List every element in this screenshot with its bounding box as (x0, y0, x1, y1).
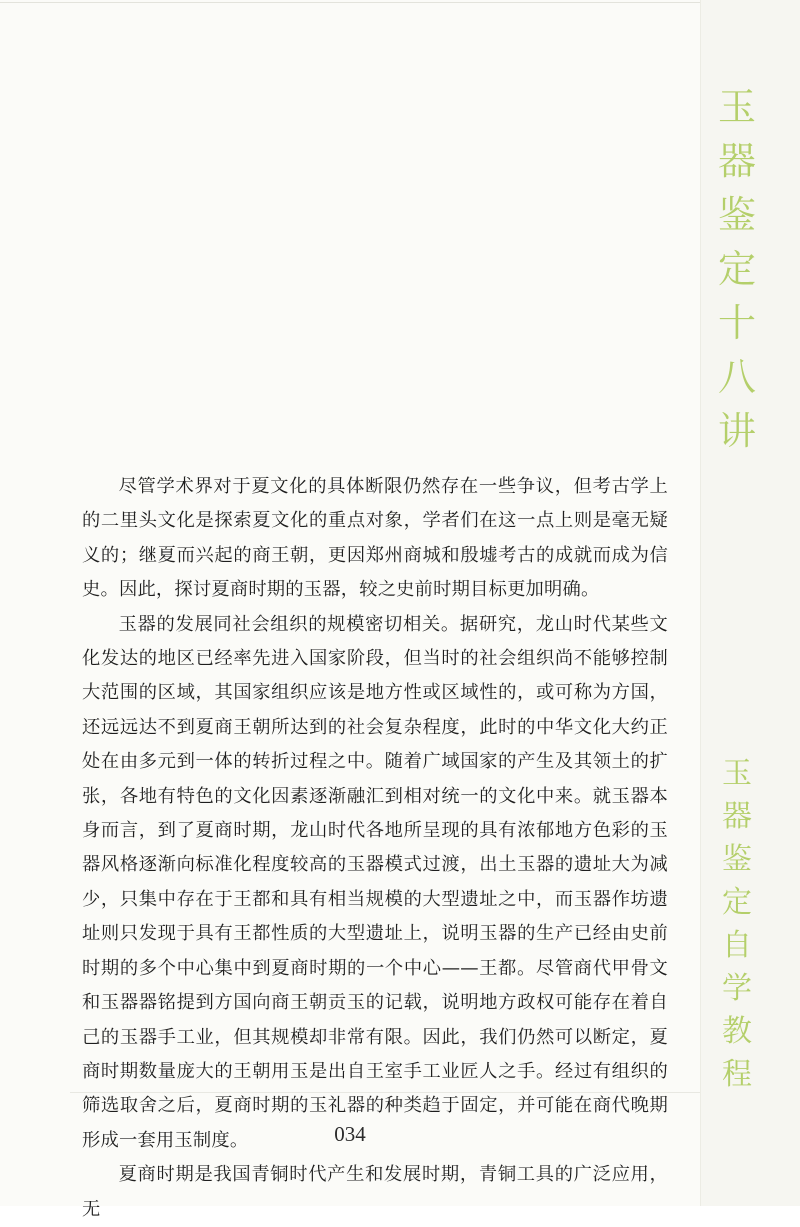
title-char: 定 (717, 247, 756, 291)
paragraph: 尽管学术界对于夏文化的具体断限仍然存在一些争议，但考古学上的二里头文化是探索夏文化的重点对象，学者们在这一点上则是毫无疑义的；继夏而兴起的商王朝，更因郑州商城和殷墟考古的成就而成为信史。因此，探讨夏商时期的玉器，较之史前时期目标更加明确。 (82, 476, 668, 601)
title-char: 十 (717, 301, 756, 345)
series-char: 程 (722, 1057, 752, 1092)
title-char: 玉 (717, 85, 756, 129)
footer-rule (70, 1092, 700, 1093)
book-title-vertical (713, 80, 761, 458)
series-char: 鉴 (722, 842, 752, 877)
page-number: 034 (334, 1122, 366, 1146)
title-char: 讲 (717, 409, 756, 453)
body-text (82, 470, 668, 1227)
series-char: 学 (722, 971, 752, 1006)
series-char: 定 (722, 885, 752, 920)
series-char: 自 (722, 928, 752, 963)
paragraph: 夏商时期是我国青铜时代产生和发展时期，青铜工具的广泛应用，无 (82, 1164, 668, 1220)
title-char: 鉴 (717, 193, 756, 237)
series-char: 玉 (722, 756, 752, 791)
paragraph: 玉器的发展同社会组织的规模密切相关。据研究，龙山时代某些文化发达的地区已经率先进入国家阶段，但当时的社会组织尚不能够控制大范围的区域，其国家组织应该是地方性或区域性的，或可称为方国，还远远达不到夏商王朝所达到的社会复杂程度，此时的中华文化大约正处在由多元到一体的转折过程之中。随着广域国家的产生及其领土的扩张，各地有特色的文化因素逐渐融汇到相对统一的文化中来。就玉器本身而言，到了夏商时期，龙山时代各地所呈现的具有浓郁地方色彩的玉器风格逐渐向标准化程度较高的玉器模式过渡，出土玉器的遗址大为减少，只集中存在于王都和具有相当规模的大型遗址之中，而玉器作坊遗址则只发现于具有王都性质的大型遗址上，说明玉器的生产已经由史前时期的多个中心集中到夏商时期的一个中心——王都。尽管商代甲骨文和玉器器铭提到方国向商王朝贡玉的记载，说明地方政权可能存在着自己的玉器手工业，但其规模却非常有限。因此，我们仍然可以断定，夏商时期数量庞大的王朝用玉是出自王室手工业匠人之手。经过有组织的筛选取舍之后，夏商时期的玉礼器的种类趋于固定，并可能在商代晚期形成一套用玉制度。 (82, 613, 668, 1151)
top-edge-line (0, 2, 700, 3)
series-char: 教 (722, 1014, 752, 1049)
series-title-vertical (713, 752, 761, 1096)
series-char: 器 (722, 799, 752, 834)
title-char: 八 (717, 355, 756, 399)
title-char: 器 (717, 139, 756, 183)
